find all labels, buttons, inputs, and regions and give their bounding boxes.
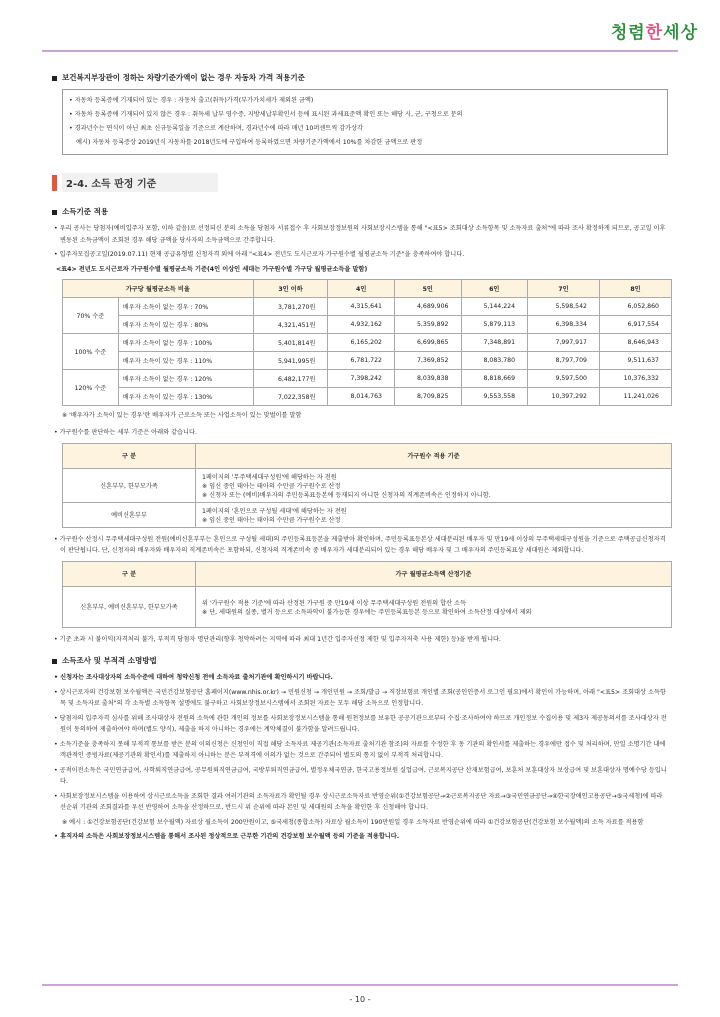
value-cell: 5,144,224 — [461, 298, 528, 316]
value-cell: 5,401,814원 — [253, 334, 328, 352]
cell-line: 1페이지의 '무주택세대구성원'에 해당하는 자 전원 — [202, 473, 337, 481]
criteria-box — [62, 89, 668, 155]
value-cell: 6,699,865 — [394, 334, 461, 352]
table-header-cell: 3인 이하 — [253, 280, 328, 298]
value-cell: 6,165,202 — [328, 334, 395, 352]
cell-line: ※ 단, 세대원의 실종, 별거 등으로 소득파악이 불가능한 경우에는 주민등록표등본 등으로 확인하여 소득산정 대상에서 제외 — [202, 608, 532, 616]
value-cell: 9,553,558 — [461, 388, 528, 406]
table-header-cell: 8인 — [599, 280, 671, 298]
value-cell: 6,398,334 — [528, 316, 600, 334]
section-title — [52, 173, 668, 192]
value-cell: 4,689,906 — [394, 298, 461, 316]
survey-item: • 휴직자의 소득은 사회보장정보시스템을 통해서 조사된 정상적으로 근무한 기간의 건강보험 보수월액 등의 기준을 적용합니다. — [54, 833, 400, 840]
value-cell: 8,646,943 — [599, 334, 671, 352]
cell-line: 1페이지의 '혼인으로 구성될 세대'에 해당하는 자 전원 — [202, 507, 347, 515]
value-cell: 7,348,891 — [461, 334, 528, 352]
value-cell: 7,398,242 — [328, 370, 395, 388]
table-row — [63, 316, 672, 334]
survey-item: • 당첨자의 입주자격 심사를 위해 조사대상자 전원의 소득에 관한 개인의 정보를 사회보장정보시스템을 통해 원천정보를 보유한 공공기관으로부터 수집·조사하여야 하므로 개인정보 수집이용 및 제3자 제공동의서를 조사대상자 전원이 동의하여 제출하여야 하며(별도 양식), 제출을 하지 아니하는 경우에는 계약체결이 불가함을 알려드립니다. — [54, 714, 667, 733]
survey-item: • 사회보장정보시스템을 이용하여 상시근로소득을 조회한 결과 여러기관의 소득자료가 확인될 경우 상시근로소득자료 반영순위(①건강보험공단→②근로복지공단 자료→③국민연금공단→④한국장애인고용공단→⑤국세청)에 따라 선순위 기관의 조회결과를 우선 반영하여 소득을 산정하므로, 반드시 위 순위에 따라 본인 및 세대원의 소득을 확인한 후 신청해야 합니다. — [54, 792, 663, 811]
group-label: 120% 수준 — [63, 370, 119, 406]
value-cell: 9,511,637 — [599, 352, 671, 370]
value-cell: 7,997,917 — [528, 334, 600, 352]
value-cell: 5,879,113 — [461, 316, 528, 334]
criteria-line: • 자동차 등록증에 기재되어 있는 경우 : 자동차 출고(취득)가격(부가가치세가 제외된 금액) — [69, 97, 314, 104]
table-header-cell: 6인 — [461, 280, 528, 298]
bottom-divider — [42, 984, 678, 986]
group-label: 100% 수준 — [63, 334, 119, 370]
row-label: 배우자 소득이 없는 경우 : 100% — [118, 334, 253, 352]
table-header-cell: 5인 — [394, 280, 461, 298]
value-cell: 8,039,838 — [394, 370, 461, 388]
row-label: 배우자 소득이 없는 경우 : 120% — [118, 370, 253, 388]
table-cell — [196, 468, 672, 502]
value-cell: 8,014,763 — [328, 388, 395, 406]
survey-item: • 상시근로자의 건강보험 보수월액은 국민건강보험공단 홈페이지(www.nhis.or.kr) → 민원신청 → 개인민원 → 조회/발급 → 직장보험료 개인별 조회(공인인증서 로그인 필요)에서 확인이 가능하며, 아래 "<표5> 조회대상 소득항목 및 소득자료 출처"의 각 소득별 소득항목 설명에도 불구하고 사회보장정보시스템에서 조회된 자료는 모두 해당 소득으로 인정합니다. — [54, 688, 666, 707]
value-cell: 4,932,162 — [328, 316, 395, 334]
table-row — [63, 388, 672, 406]
value-cell: 11,241,026 — [599, 388, 671, 406]
value-cell: 10,397,292 — [528, 388, 600, 406]
row-label: 배우자 소득이 없는 경우 : 70% — [118, 298, 253, 316]
row-label: 배우자 소득이 있는 경우 : 110% — [118, 352, 253, 370]
brand-logo: 청렴한세상 — [610, 23, 698, 43]
value-cell: 4,321,451원 — [253, 316, 328, 334]
table-header-cell: 가구 월평균소득액 산정기준 — [196, 561, 672, 586]
value-cell: 5,941,995원 — [253, 352, 328, 370]
survey-example: ※ 예시 : ①건강보험공단(건강보험 보수월액) 자료상 월소득이 200만원이고, ⑤국세청(종합소득) 자료상 월소득이 190만원일 경우 소득자료 반영순위에 따라 ①건강보험공단(건강보험 보수월액)의 소득 자료를 적용함 — [62, 818, 644, 826]
value-cell: 6,052,860 — [599, 298, 671, 316]
survey-item: • 신청자는 조사대상자의 소득수준에 대하여 청약신청 전에 소득자료 출처기관에 확인하시기 바랍니다. — [54, 674, 333, 681]
household-table — [62, 443, 672, 528]
value-cell: 7,369,852 — [394, 352, 461, 370]
row-label: 배우자 소득이 있는 경우 : 80% — [118, 316, 253, 334]
criteria-line: • 자동차 등록증에 기재되어 있지 않은 경우 : 취득세 납부 영수증, 지방세납부확인서 등에 표시된 과세표준액 확인 또는 해당 시, 군, 구청으로 문의 — [69, 111, 463, 118]
table-row — [63, 586, 672, 627]
criteria-line: 예시) 자동차 등록증상 2019년식 자동차를 2018년도에 구입하여 등록하였으면 차량기준가액에서 10%를 차감한 금액으로 판정 — [76, 139, 423, 146]
value-cell: 5,359,892 — [394, 316, 461, 334]
table-row — [63, 334, 672, 352]
value-cell: 8,818,669 — [461, 370, 528, 388]
table-header-cell: 구 분 — [63, 561, 196, 586]
value-cell: 8,709,825 — [394, 388, 461, 406]
table-row — [63, 298, 672, 316]
criteria-line: • 경과년수는 연식이 아닌 최초 신규등록일을 기준으로 계산하며, 경과년수에 따라 매년 10퍼센트씩 감가상각 — [69, 125, 364, 132]
income-paragraph: • 가구원수를 판단하는 세부 기준은 아래와 같습니다. — [54, 429, 197, 436]
value-cell: 5,598,542 — [528, 298, 600, 316]
table-caption: <표4> 전년도 도시근로자 가구원수별 월평균소득 기준(4인 이상인 세대는 가구원수별 가구당 월평균소득을 말함) — [56, 265, 368, 273]
value-cell: 7,022,358원 — [253, 388, 328, 406]
table-cell — [196, 586, 672, 627]
table-row — [63, 352, 672, 370]
income-paragraph: • 가구원수 산정시 무주택세대구성원 전원(예비신혼부부는 혼인으로 구성될 세대)의 주민등록표등본을 제출받아 확인하며, 주민등록표등본상 세대분리된 배우자 및 만19세 이상의 무주택세대구성원을 기준으로 주택공급신청자격이 판단됩니다. 단, 신청자의 배우자와 배우자의 직계존비속은 포함하되, 신청자의 직계존비속 중 배우자가 세대분리되어 있는 경우 해당 배우자 및 그 배우자의 주민등록표상 세대원은 제외합니다. — [54, 535, 666, 554]
survey-item: • 공적이전소득은 국민연금급여, 사학퇴직연금급여, 공무원퇴직연금급여, 국방부퇴직연금급여, 별정우체국연금, 한국고용정보원 실업급여, 근로복지공단 산재보험급여, 보훈처 보훈대상자 보상급여 및 보훈대상자 명예수당 등입니다. — [54, 766, 667, 785]
table-cell: 예비신혼부부 — [63, 502, 196, 527]
value-cell: 6,482,177원 — [253, 370, 328, 388]
value-cell: 3,781,270원 — [253, 298, 328, 316]
monthly-income-table — [62, 561, 672, 628]
table-cell: 신혼부부, 한부모가족 — [63, 468, 196, 502]
cell-line: 위 '가구원수 적용 기준'에 따라 산정된 가구원 중 만19세 이상 무주택세대구성원 전원의 합산 소득 — [202, 599, 466, 607]
table-note: ※ '배우자가 소득이 있는 경우'란 배우자가 근로소득 또는 사업소득이 있는 맞벌이를 말함 — [62, 412, 302, 419]
group-label: 70% 수준 — [63, 298, 119, 334]
table-row — [63, 502, 672, 527]
page-number: - 10 - — [349, 995, 371, 1004]
income-heading: 소득기준 적용 — [52, 206, 668, 217]
income-table — [62, 279, 672, 406]
section-bar — [52, 175, 57, 191]
value-cell: 4,315,641 — [328, 298, 395, 316]
table-header-cell: 가구원수 적용 기준 — [196, 443, 672, 468]
income-paragraph: • 기준 초과 시 불이익(자격처리 불가, 부적격 당첨자 명단관리(향후 청약하려는 지역에 따라 최대 1년간 입주자선정 제한 및 입주자저축 사용 제한) 등)을 받게 됩니다. — [54, 635, 501, 643]
survey-item: • 소득기준을 충족하지 못해 부적격 통보를 받은 분의 이의신청은 신청인이 직접 해당 소득자료 제공기관(소득자료 출처기관 참조)의 자료를 수정한 후 동 기관의 확인서를 제출하는 경우에만 접수 및 처리하며, 만일 소명기간 내에 객관적인 증빙자료(제공기관의 확인서)를 제출하지 아니하는 분은 부적격에 이의가 없는 것으로 간주되어 별도의 통지 없이 부적격 처리합니다. — [54, 740, 666, 759]
value-cell: 6,917,554 — [599, 316, 671, 334]
value-cell: 10,376,332 — [599, 370, 671, 388]
value-cell: 8,083,780 — [461, 352, 528, 370]
income-paragraph: • 우리 공사는 당첨자(예비입주자 포함, 이하 같음)로 선정되신 분의 소득을 당첨자 서류접수 후 사회보장정보원의 사회보장시스템을 통해 "<표5> 조회대상 소득항목 및 소득자료 출처"에 따라 조사 확정하게 되므로, 공고일 이후 변동된 소득금액이 조회된 경우 해당 금액을 당사자의 소득금액으로 간주합니다. — [54, 225, 666, 244]
value-cell: 6,781,722 — [328, 352, 395, 370]
table-header-cell: 가구당 월평균소득 비율 — [63, 280, 254, 298]
table-row — [63, 370, 672, 388]
table-header-cell: 4인 — [328, 280, 395, 298]
survey-heading: 소득조사 및 부적격 소명방법 — [52, 655, 668, 666]
table-row — [63, 468, 672, 502]
value-cell: 8,797,709 — [528, 352, 600, 370]
cell-line: ※ 임신 중인 태아는 태아의 수만큼 가구원수로 산정 — [202, 516, 341, 524]
income-table-body — [63, 298, 672, 406]
top-divider — [42, 50, 678, 52]
table-header-cell: 7인 — [528, 280, 600, 298]
table-header-cell: 구 분 — [63, 443, 196, 468]
row-label: 배우자 소득이 있는 경우 : 130% — [118, 388, 253, 406]
section-title-text: 2-4. 소득 판정 기준 — [62, 173, 218, 192]
income-paragraph: • 입주자모집공고일(2019.07.11) 현재 공급유형별 신청자격 외에 아래 "<표4> 전년도 도시근로자 가구원수별 월평균소득 기준"을 충족하여야 합니다. — [54, 251, 465, 258]
cell-line: ※ 신청자 또는 (예비)배우자의 주민등록표등본에 등재되지 아니한 신청자의 직계존비속은 인정하지 아니함. — [202, 491, 491, 499]
page-content — [52, 68, 668, 846]
cell-line: ※ 임신 중인 태아는 태아의 수만큼 가구원수로 산정 — [202, 482, 341, 490]
table-cell: 신혼부부, 예비신혼부부, 한부모가족 — [63, 586, 196, 627]
criteria-heading: 보건복지부장관이 정하는 차량기준가액이 없는 경우 자동차 가격 적용기준 — [52, 72, 668, 83]
value-cell: 9,597,500 — [528, 370, 600, 388]
table-cell — [196, 502, 672, 527]
